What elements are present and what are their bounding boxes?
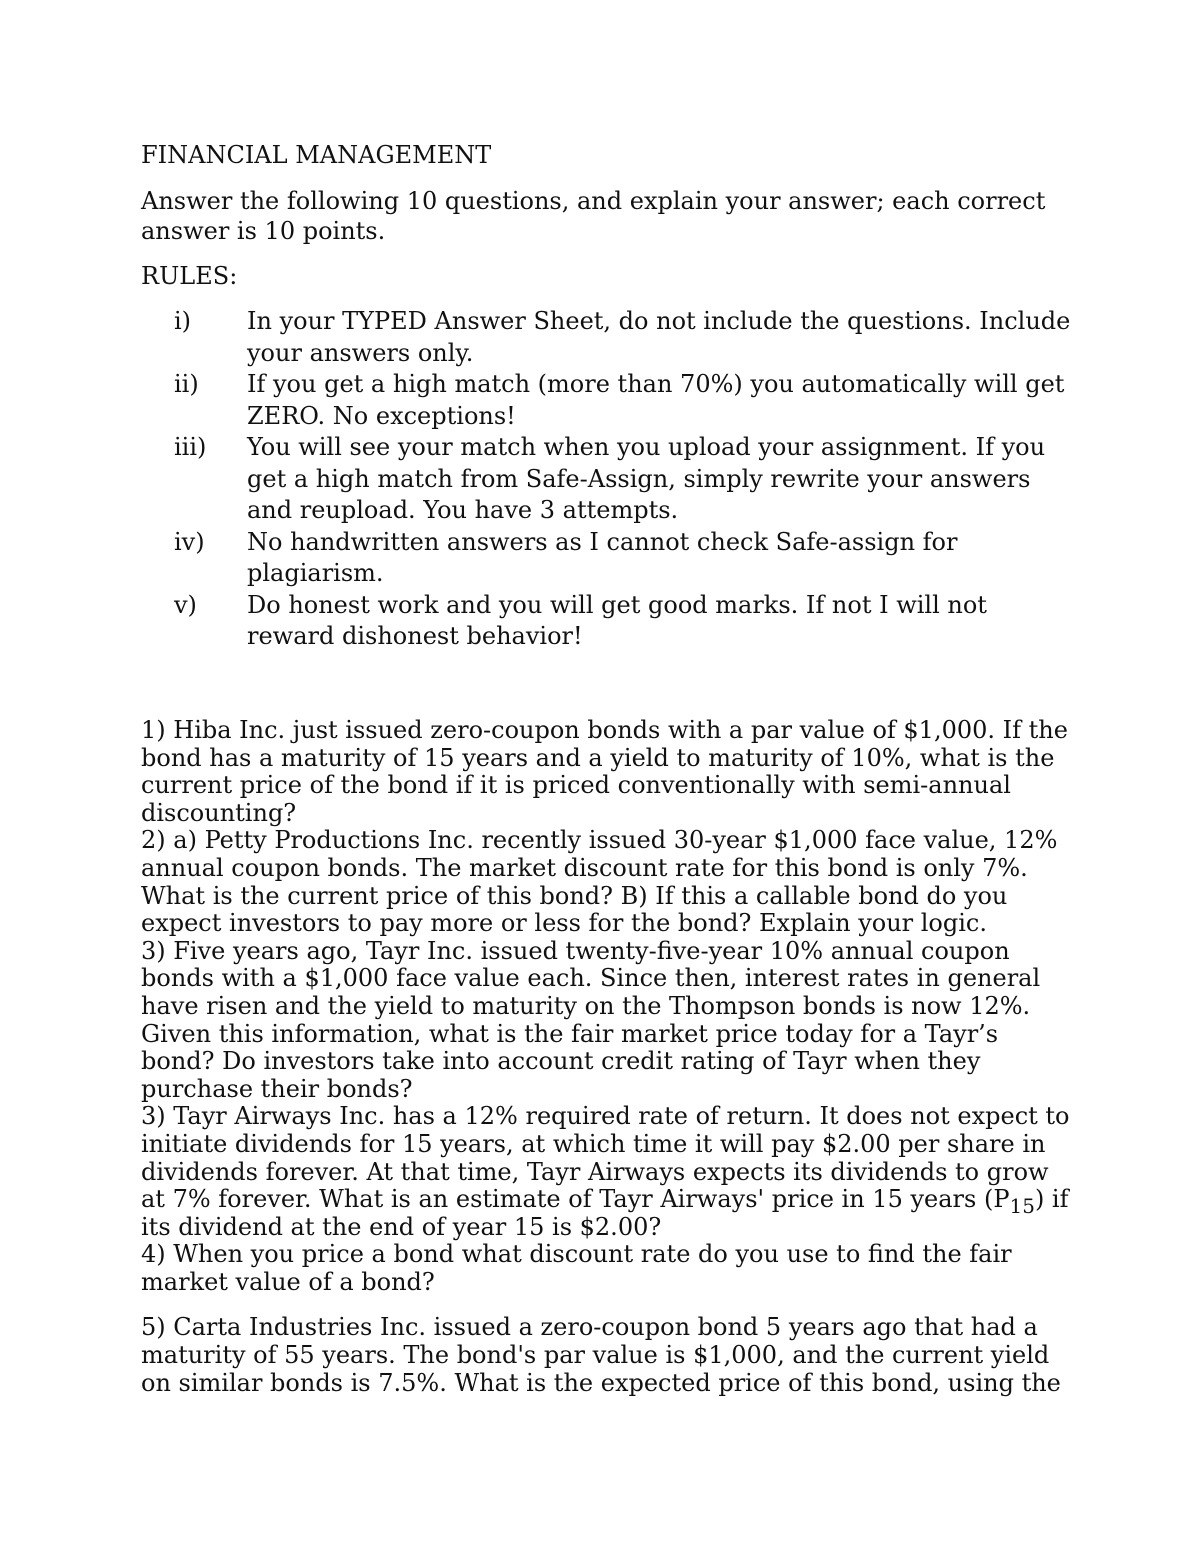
rule-item xyxy=(141,527,1081,590)
rule-item xyxy=(141,306,1081,369)
rule-number: ii) xyxy=(174,370,199,398)
rule-item xyxy=(141,369,1081,432)
rules-list xyxy=(141,306,1081,653)
question-2: 2) a) Petty Productions Inc. recently issued 30-year $1,000 face value, 12% annual coupon bonds. The market discount rate for this bond is only 7%. What is the current price of this bond? B) If this a callable bond do you expect investors to pay more or less for the bond? Explain your logic. xyxy=(141,826,1058,938)
question-3b xyxy=(141,1103,1071,1241)
rule-number: v) xyxy=(174,590,197,619)
question-1: 1) Hiba Inc. just issued zero-coupon bonds with a par value of $1,000. If the bond has a maturity of 15 years and a yield to maturity of 10%, what is the current price of the bond if it is priced conventionally with semi-annual discounting? xyxy=(141,716,1068,827)
rules-heading: RULES: xyxy=(141,262,238,290)
rule-item xyxy=(141,432,1081,527)
rule-text: You will see your match when you upload your assignment. If you get a high match from Safe-Assign, simply rewrite your answers and reupload. You have 3 attempts. xyxy=(247,433,1046,524)
rule-text: No handwritten answers as I cannot check Safe-assign for plagiarism. xyxy=(247,527,958,587)
questions-section xyxy=(141,717,1071,1397)
instructions-paragraph: Answer the following 10 questions, and explain your answer; each correct answer is 10 points. xyxy=(141,187,1046,245)
rule-item xyxy=(141,590,1081,653)
question-3b-text-after: ) if its dividend at the end of year 15 is $2.00? xyxy=(141,1185,1069,1241)
rule-number: i) xyxy=(174,307,192,335)
rule-text: Do honest work and you will get good marks. If not I will not reward dishonest behavior! xyxy=(247,590,987,650)
rule-number: iv) xyxy=(174,527,205,556)
document-title: FINANCIAL MANAGEMENT xyxy=(141,141,492,169)
rule-number: iii) xyxy=(174,433,207,461)
question-4: 4) When you price a bond what discount rate do you use to find the fair market value of a bond? xyxy=(141,1240,1012,1296)
question-5: 5) Carta Industries Inc. issued a zero-coupon bond 5 years ago that had a maturity of 55 years. The bond's par value is $1,000, and the current yield on similar bonds is 7.5%. What is the expected price of this bond, using the xyxy=(141,1313,1061,1397)
rule-text: If you get a high match (more than 70%) you automatically will get ZERO. No exceptions! xyxy=(247,370,1065,430)
rule-text: In your TYPED Answer Sheet, do not include the questions. Include your answers only. xyxy=(247,307,1071,367)
question-3a: 3) Five years ago, Tayr Inc. issued twenty-five-year 10% annual coupon bonds with a $1,000 face value each. Since then, interest rates in general have risen and the yield to maturity on the Thompson bonds is now 12%. Given this information, what is the fair market price today for a Tayr’s bond? Do investors take into account credit rating of Tayr when they purchase their bonds? xyxy=(141,936,1041,1103)
price-subscript: 15 xyxy=(1009,1194,1035,1219)
question-3b-text-before: 3) Tayr Airways Inc. has a 12% required rate of return. It does not expect to initiate dividends for 15 years, at which time it will pay $2.00 per share in dividends forever. At that time, Tayr Airways expects its dividends to grow at 7% forever. What is an estimate of Tayr Airways' price in 15 years (P xyxy=(141,1102,1070,1214)
